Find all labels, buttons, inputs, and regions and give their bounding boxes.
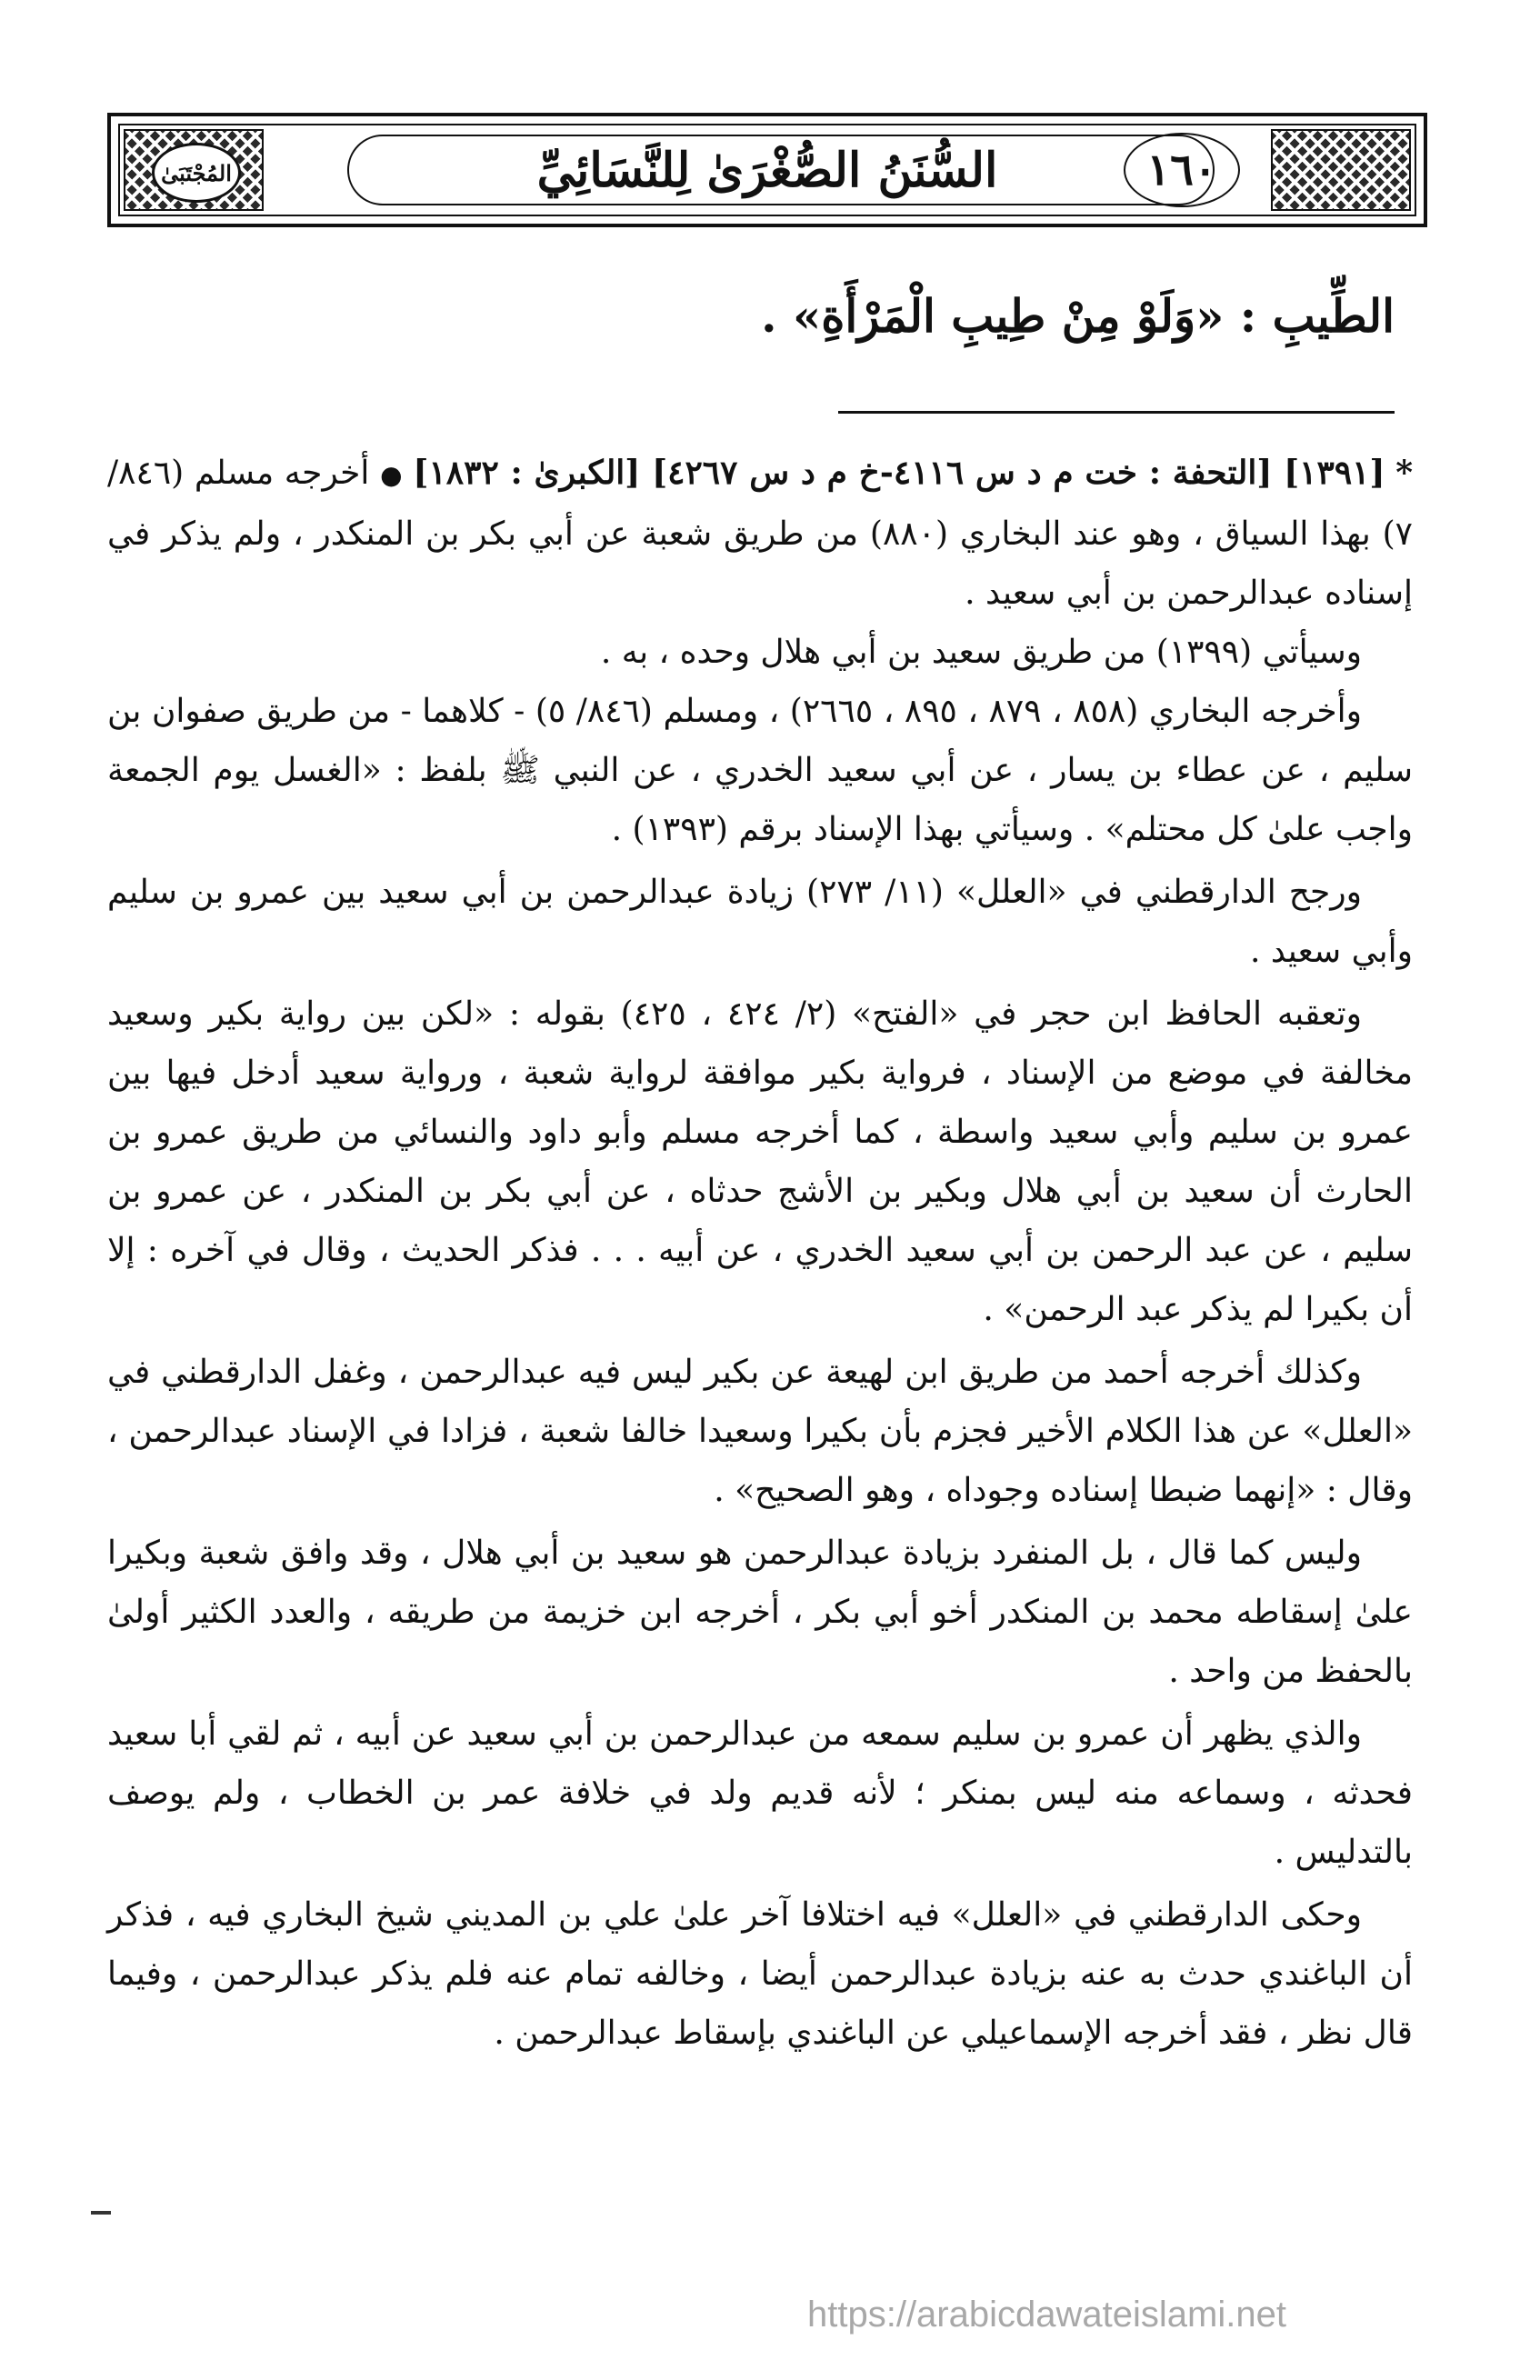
footnote-paragraph-8: والذي يظهر أن عمرو بن سليم سمعه من عبدالرحمن بن أبي سعيد عن أبيه ، ثم لقي أبا سعيد فحدثه ، وسماعه منه ليس بمنكر ؛ لأنه قديم ولد في خلافة عمر بن الخطاب ، ولم يوصف بالتدليس . [107,1715,1413,1871]
watermark-url: https://arabicdawateislami.net [807,2295,1286,2335]
footnote-divider [838,411,1395,414]
page-header [107,113,1427,227]
footnote-paragraph-5: وتعقبه الحافظ ابن حجر في «الفتح» (٢/ ٤٢٤ ، ٤٢٥) بقوله : «لكن بين رواية بكير وسعيد مخالفة في موضع من الإسناد ، فرواية بكير موافقة لرواية شعبة ، ورواية سعيد أدخل فيها بين عمرو بن سليم وأبي سعيد واسطة ، كما أخرجه مسلم وأبو داود والنسائي من طريق عمرو بن الحارث أن سعيد بن أبي هلال وبكير بن الأشج حدثاه ، عن أبي بكر بن المنكدر ، عن عمرو بن سليم ، عن عبد الرحمن بن أبي سعيد الخدري ، عن أبيه . . . فذكر الحديث ، وقال في آخره : إلا أن بكيرا لم يذكر عبد الرحمن» . [107,995,1413,1328]
footnote-paragraph-7: وليس كما قال ، بل المنفرد بزيادة عبدالرحمن هو سعيد بن أبي هلال ، وقد وافق شعبة وبكيرا علىٰ إسقاطه محمد بن المنكدر أخو أبي بكر ، أخرجه ابن خزيمة من طريقه ، والعدد الكثير أولىٰ بالحفظ من واحد . [107,1535,1413,1690]
footnote-paragraph-4: ورجح الدارقطني في «العلل» (١١/ ٢٧٣) زيادة عبدالرحمن بن أبي سعيد بين عمرو بن سليم وأبي سعيد . [107,874,1413,970]
paragraph-text: أخرجه مسلم (٨٤٦/ ٧) بهذا السياق ، وهو عند البخاري (٨٨٠) من طريق شعبة عن أبي بكر بن المنكدر ، ولم يذكر في إسناده عبدالرحمن بن أبي سعيد . [107,455,1413,612]
book-title: السُّنَنُ الصُّغْرَىٰ لِلنَّسَائِيِّ [536,142,998,198]
reference-line: [١٣٩١] [التحفة : خت م د س ٤١١٦-خ م د س ٤٢٦٧] [الكبرىٰ : ١٨٣٢] [413,454,1385,492]
footnote-paragraph-6: وكذلك أخرجه أحمد من طريق ابن لهيعة عن بكير ليس فيه عبدالرحمن ، وغفل الدارقطني في «العلل» عن هذا الكلام الأخير فجزم بأن بكيرا وسعيدا خالفا شعبة ، فزادا في الإسناد عبدالرحمن ، وقال : «إنهما ضبطا إسناده وجوداه ، وهو الصحيح» . [107,1354,1413,1509]
footnote-paragraph-9: وحكى الدارقطني في «العلل» فيه اختلافا آخر علىٰ علي بن المديني شيخ البخاري فيه ، فذكر أن الباغندي حدث به عنه بزيادة عبدالرحمن أيضا ، وخالفه تمام عنه فلم يذكر عبدالرحمن ، وفيما قال نظر ، فقد أخرجه الإسماعيلي عن الباغندي بإسقاط عبدالرحمن . [107,1896,1413,2052]
bullet-icon: ● [380,460,403,490]
ornament-badge-label: المُجْتَبَىٰ [152,143,241,203]
hadith-continuation: الطِّيبِ : «وَلَوْ مِنْ طِيبِ الْمَرْأَةِ» . [761,289,1395,343]
left-ornament [124,129,264,211]
margin-mark [91,2211,111,2215]
footnotes-section [107,444,1413,2063]
footnote-paragraph-1 [107,444,1413,623]
footnote-paragraph-3: وأخرجه البخاري (٨٥٨ ، ٨٧٩ ، ٨٩٥ ، ٢٦٦٥) ، ومسلم (٨٤٦/ ٥) - كلاهما - من طريق صفوان بن سليم ، عن عطاء بن يسار ، عن أبي سعيد الخدري ، عن النبي ﷺ بلفظ : «الغسل يوم الجمعة واجب علىٰ كل محتلم» . وسيأتي بهذا الإسناد برقم (١٣٩٣) . [107,693,1413,848]
right-ornament [1271,129,1411,211]
page-number: ١٦٠ [1118,129,1245,211]
footnote-paragraph-2: وسيأتي (١٣٩٩) من طريق سعيد بن أبي هلال وحده ، به . [600,634,1362,671]
asterisk-marker: * [1395,454,1414,492]
